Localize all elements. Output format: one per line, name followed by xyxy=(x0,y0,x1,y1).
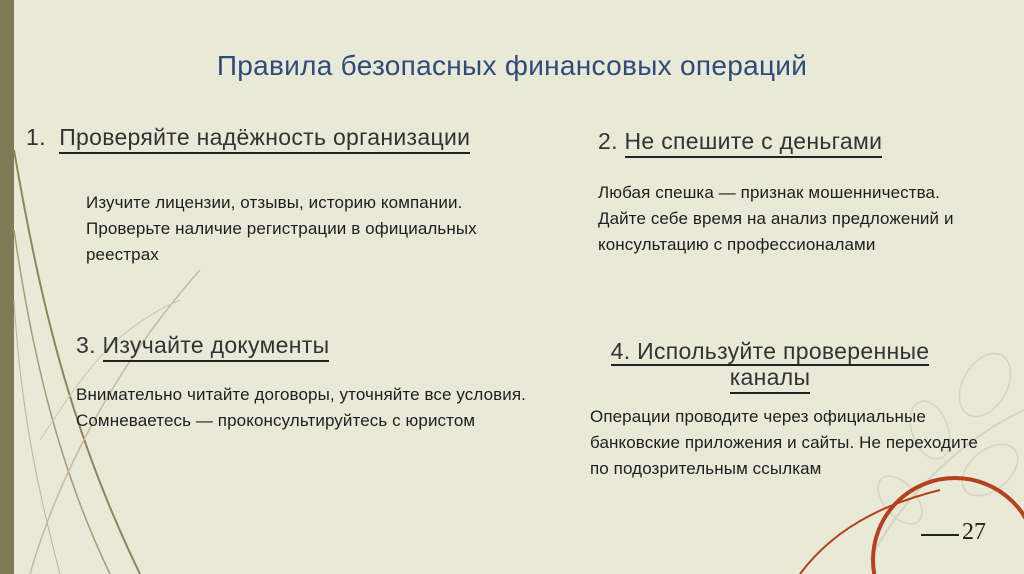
section-4-body: Операции проводите через официальные банковские приложения и сайты. Не переходите по подозрительным ссылкам xyxy=(590,407,978,478)
section-3-title: Изучайте документы xyxy=(103,332,330,362)
section-2-heading xyxy=(598,128,882,155)
section-3-number: 3. xyxy=(76,332,96,358)
section-3-body: Внимательно читайте договоры, уточняйте все условия. Сомневаетесь — проконсультируйтесь с юристом xyxy=(76,385,527,430)
red-circle xyxy=(873,478,1024,574)
section-2-number: 2. xyxy=(598,128,618,154)
section-4-title-line1: Используйте проверенные xyxy=(637,338,930,364)
section-3-heading xyxy=(76,332,329,359)
section-2-title: Не спешите с деньгами xyxy=(625,128,883,158)
section-4-number: 4. xyxy=(610,338,631,364)
section-1-number: 1. xyxy=(26,124,46,150)
section-4-title-line2: каналы xyxy=(730,364,811,394)
page-number: 27 xyxy=(962,519,986,545)
section-1-heading xyxy=(26,124,470,151)
section-1-title: Проверяйте надёжность организации xyxy=(59,124,470,154)
section-2-body: Любая спешка — признак мошенничества. Дайте себе время на анализ предложений и консультацию с профессионалами xyxy=(598,183,954,254)
slide-title: Правила безопасных финансовых операций xyxy=(216,50,808,81)
page-number-line xyxy=(921,534,959,536)
section-1-body: Изучите лицензии, отзывы, историю компании. Проверьте наличие регистрации в официальных реестрах xyxy=(86,193,477,264)
section-4-heading xyxy=(590,338,950,390)
